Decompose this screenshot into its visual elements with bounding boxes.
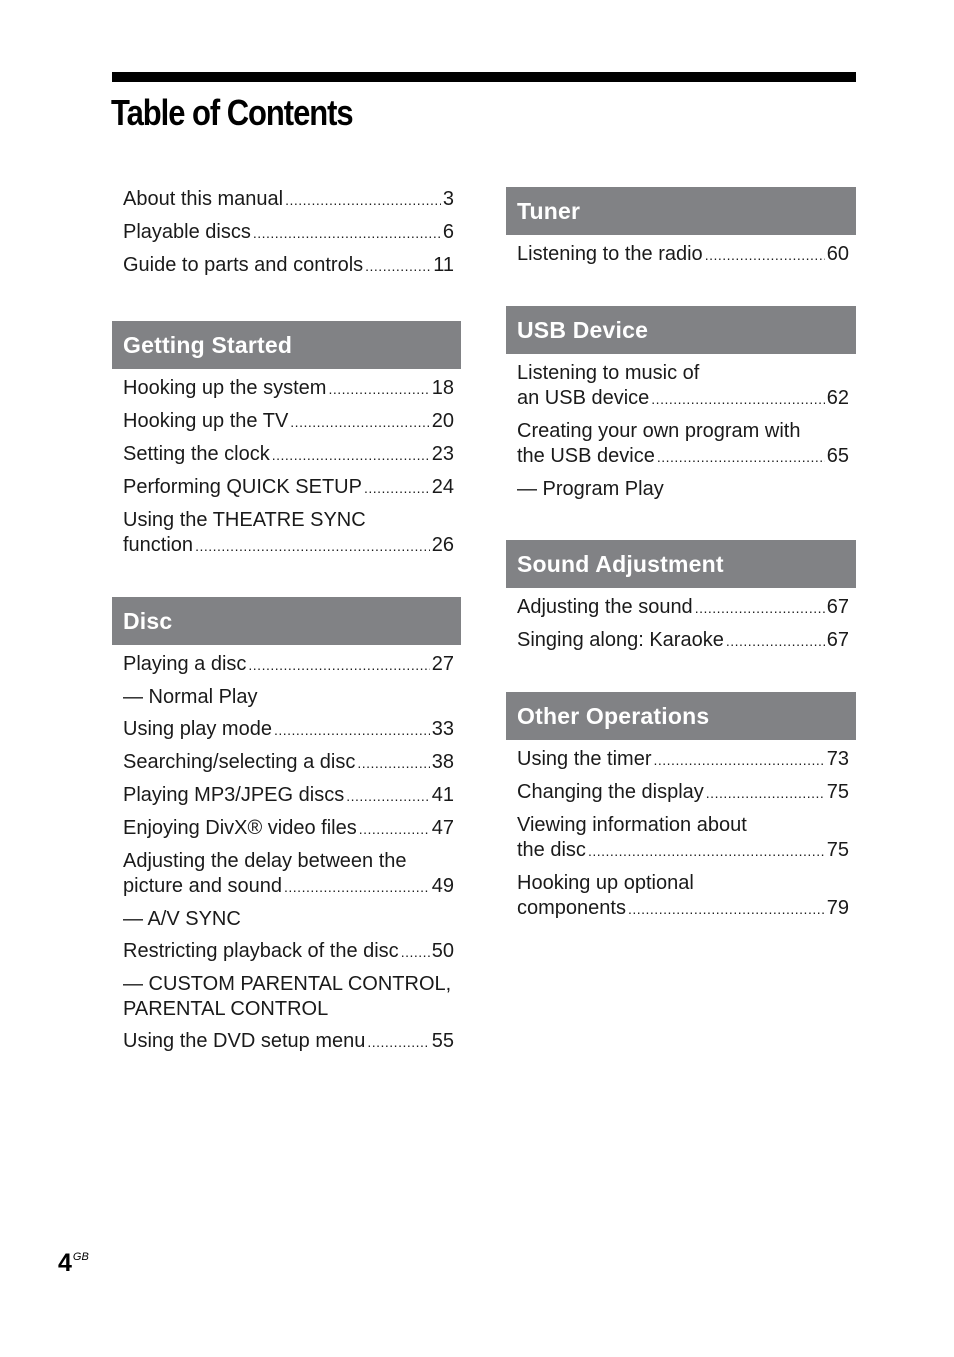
toc-entry[interactable] bbox=[123, 649, 454, 682]
entry-page: 62 bbox=[826, 387, 849, 409]
entry-page: 6 bbox=[442, 221, 454, 243]
entry-title: Playing MP3/JPEG discs bbox=[123, 784, 345, 806]
section-getting-started bbox=[112, 321, 461, 563]
toc-entry[interactable] bbox=[123, 373, 454, 406]
entry-title: Singing along: Karaoke bbox=[517, 629, 724, 651]
entry-page: 60 bbox=[826, 243, 849, 265]
toc-entry[interactable] bbox=[517, 868, 849, 926]
entry-page: 33 bbox=[431, 718, 454, 740]
entry-title-line: Adjusting the delay between the bbox=[123, 850, 407, 872]
entry-page: 3 bbox=[442, 188, 454, 210]
toc-entry[interactable] bbox=[123, 250, 454, 283]
entry-subtitle-line: PARENTAL CONTROL bbox=[123, 998, 329, 1020]
entry-subtitle: — Program Play bbox=[517, 478, 664, 500]
right-column bbox=[506, 187, 856, 926]
section-heading: Disc bbox=[112, 597, 461, 645]
entry-page: 24 bbox=[431, 476, 454, 498]
toc-entry[interactable] bbox=[517, 239, 849, 272]
entry-page: 41 bbox=[431, 784, 454, 806]
entry-page: 50 bbox=[431, 940, 454, 962]
toc-entry[interactable] bbox=[517, 744, 849, 777]
page-number bbox=[58, 1249, 89, 1278]
entry-title: Listening to the radio bbox=[517, 243, 703, 265]
entry-page: 75 bbox=[826, 781, 849, 803]
entry-page: 20 bbox=[431, 410, 454, 432]
toc-entry[interactable] bbox=[123, 406, 454, 439]
section-sound-adjustment bbox=[506, 540, 856, 658]
entry-title: Playable discs bbox=[123, 221, 251, 243]
entry-subtitle bbox=[123, 969, 454, 1026]
entry-page: 27 bbox=[431, 653, 454, 675]
entry-title: Performing QUICK SETUP bbox=[123, 476, 362, 498]
entry-page: 26 bbox=[431, 534, 454, 556]
entry-subtitle: — Normal Play bbox=[123, 686, 258, 708]
entry-title: function bbox=[123, 534, 194, 556]
entry-title: Searching/selecting a disc bbox=[123, 751, 356, 773]
entry-page: 49 bbox=[431, 875, 454, 897]
toc-entry[interactable] bbox=[517, 777, 849, 810]
entry-title: Playing a disc bbox=[123, 653, 247, 675]
section-disc bbox=[112, 597, 461, 1059]
entry-page: 47 bbox=[431, 817, 454, 839]
entry-title: Using play mode bbox=[123, 718, 272, 740]
toc-entry[interactable] bbox=[123, 505, 454, 563]
entry-page: 55 bbox=[431, 1030, 454, 1052]
section-heading: USB Device bbox=[506, 306, 856, 354]
entry-page: 75 bbox=[826, 839, 849, 861]
section-heading: Sound Adjustment bbox=[506, 540, 856, 588]
entry-title: Enjoying DivX® video files bbox=[123, 817, 357, 839]
page-number-suffix: GB bbox=[72, 1251, 89, 1263]
toc-entry[interactable] bbox=[123, 813, 454, 846]
entry-page: 65 bbox=[826, 445, 849, 467]
toc-entry[interactable] bbox=[123, 439, 454, 472]
section-usb-device bbox=[506, 306, 856, 506]
top-rule bbox=[112, 72, 856, 82]
entry-title: Adjusting the sound bbox=[517, 596, 693, 618]
entry-title: an USB device bbox=[517, 387, 650, 409]
toc-entry[interactable] bbox=[123, 714, 454, 747]
toc-entry[interactable] bbox=[123, 780, 454, 813]
toc-entry[interactable] bbox=[517, 625, 849, 658]
toc-entry[interactable] bbox=[123, 936, 454, 969]
entry-title: Hooking up the system bbox=[123, 377, 327, 399]
entry-title: Restricting playback of the disc bbox=[123, 940, 399, 962]
entry-title-line: Hooking up optional bbox=[517, 872, 694, 894]
left-column bbox=[112, 180, 461, 1059]
entry-title-line: Viewing information about bbox=[517, 814, 747, 836]
section-other-operations bbox=[506, 692, 856, 926]
page-number-value: 4 bbox=[58, 1249, 72, 1277]
entry-page: 18 bbox=[431, 377, 454, 399]
toc-entry[interactable] bbox=[123, 747, 454, 780]
toc-entry[interactable] bbox=[123, 1026, 454, 1059]
intro-entries bbox=[112, 180, 461, 283]
entry-subtitle-line: — CUSTOM PARENTAL CONTROL, bbox=[123, 973, 452, 995]
section-heading: Getting Started bbox=[112, 321, 461, 369]
entry-page: 67 bbox=[826, 596, 849, 618]
entry-title: Setting the clock bbox=[123, 443, 270, 465]
entry-title: About this manual bbox=[123, 188, 284, 210]
toc-entry[interactable] bbox=[517, 592, 849, 625]
section-heading: Other Operations bbox=[506, 692, 856, 740]
entry-page: 11 bbox=[433, 254, 454, 276]
toc-entry[interactable] bbox=[517, 416, 849, 474]
section-heading: Tuner bbox=[506, 187, 856, 235]
entry-page: 23 bbox=[431, 443, 454, 465]
toc-entry[interactable] bbox=[123, 472, 454, 505]
entry-title: components bbox=[517, 897, 626, 919]
entry-title: Using the DVD setup menu bbox=[123, 1030, 366, 1052]
entry-title: Using the timer bbox=[517, 748, 652, 770]
entry-title-line: Using the THEATRE SYNC bbox=[123, 509, 366, 531]
entry-page: 67 bbox=[826, 629, 849, 651]
toc-entry[interactable] bbox=[517, 358, 849, 416]
section-tuner bbox=[506, 187, 856, 272]
entry-subtitle: — A/V SYNC bbox=[123, 908, 241, 930]
entry-page: 79 bbox=[826, 897, 849, 919]
entry-title: the disc bbox=[517, 839, 586, 861]
entry-title: Hooking up the TV bbox=[123, 410, 289, 432]
entry-title-line: Listening to music of bbox=[517, 362, 700, 384]
entry-page: 38 bbox=[431, 751, 454, 773]
entry-page: 73 bbox=[826, 748, 849, 770]
entry-title: picture and sound bbox=[123, 875, 283, 897]
toc-entry[interactable] bbox=[123, 846, 454, 904]
toc-entry[interactable] bbox=[123, 217, 454, 250]
page-title: Table of Contents bbox=[111, 92, 353, 133]
entry-title: the USB device bbox=[517, 445, 655, 467]
toc-entry[interactable] bbox=[517, 810, 849, 868]
entry-title: Changing the display bbox=[517, 781, 704, 803]
toc-entry[interactable] bbox=[123, 184, 454, 217]
entry-title: Guide to parts and controls bbox=[123, 254, 364, 276]
entry-title-line: Creating your own program with bbox=[517, 420, 801, 442]
